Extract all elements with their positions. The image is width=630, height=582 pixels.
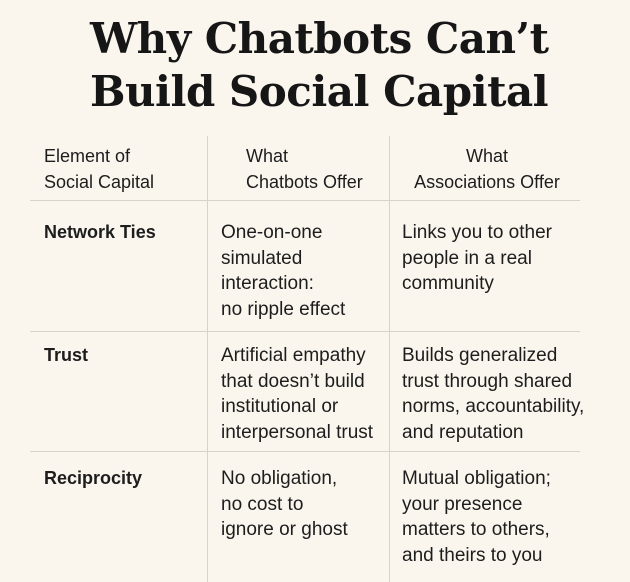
row-divider-2 [30,451,580,452]
cell-line: interpersonal trust [221,421,374,443]
cell-line: community [402,273,494,294]
row-divider-1 [30,331,580,332]
cell-line: your presence [402,493,523,515]
header-element [44,144,154,195]
column-divider-1 [207,136,208,582]
row-associations-reciprocity [402,466,551,568]
header-element-line-1: Element of [44,146,131,166]
column-divider-2 [389,136,390,582]
cell-line: simulated [221,247,303,269]
cell-line: no cost to [221,493,304,515]
row-element-trust: Trust [44,345,89,365]
cell-line: and reputation [402,421,524,443]
header-chatbots-line-2: Chatbots Offer [246,171,363,192]
row-chatbots-trust [221,343,373,445]
title-line-2: Build Social Capital [90,67,549,116]
cell-line: One-on-one [221,222,323,243]
header-associations [402,144,572,195]
header-chatbots [246,144,363,195]
cell-line: ignore or ghost [221,519,348,540]
cell-line: matters to others, [402,519,550,540]
row-associations-trust [402,343,584,445]
cell-line: Links you to other [402,222,552,243]
title-line-1: Why Chatbots Can’t [90,14,549,63]
cell-line: interaction: [221,273,314,294]
row-chatbots-reciprocity [221,466,348,543]
cell-line: No obligation, [221,468,338,489]
row-chatbots-network-ties [221,220,345,322]
header-element-line-2: Social Capital [44,171,155,192]
header-divider [30,200,580,201]
cell-line: and theirs to you [402,544,543,566]
cell-line: Mutual obligation; [402,468,551,489]
cell-line: Artificial empathy [221,345,366,366]
cell-line: no ripple effect [221,298,346,320]
cell-line: norms, accountability, [402,396,585,417]
header-associations-line-2: Associations Offer [414,171,560,192]
row-associations-network-ties [402,220,552,297]
header-chatbots-line-1: What [246,146,289,166]
cell-line: that doesn’t build [221,370,365,392]
cell-line: people in a real [402,247,532,269]
row-element-network-ties: Network Ties [44,222,156,242]
header-associations-line-1: What [465,146,508,166]
cell-line: Builds generalized [402,345,558,366]
cell-line: trust through shared [402,370,573,392]
comparison-table [0,136,630,582]
row-element-reciprocity: Reciprocity [44,468,143,488]
page-title [90,12,549,118]
cell-line: institutional or [221,396,339,417]
